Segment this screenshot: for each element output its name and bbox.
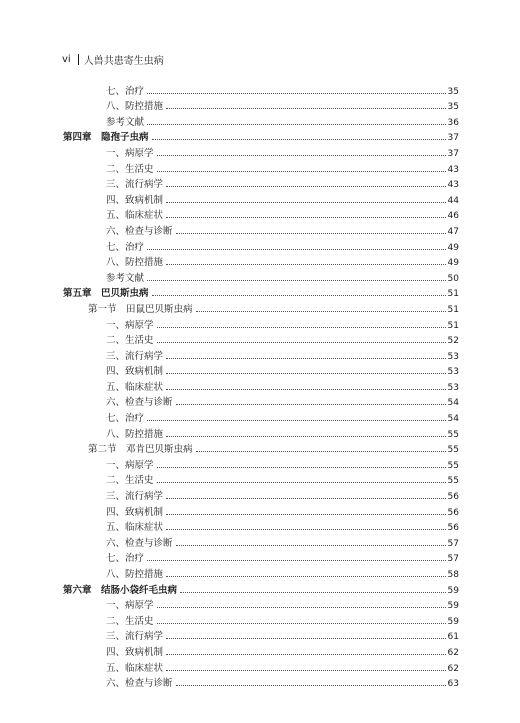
- dot-leader: [147, 249, 446, 250]
- dot-leader: [176, 545, 446, 546]
- toc-item-row: [0, 549, 520, 565]
- toc-page-number: 58: [447, 570, 459, 580]
- running-header: [62, 52, 164, 67]
- toc-page-number: 53: [447, 351, 459, 362]
- toc-page-number: 35: [447, 102, 459, 113]
- toc-item-row: [0, 268, 520, 284]
- toc-entry-title: 二、生活史: [106, 475, 154, 487]
- toc-item-row: [0, 175, 520, 191]
- toc-page-number: 55: [447, 445, 459, 456]
- toc-page-number: 36: [447, 117, 459, 128]
- toc-item-row: [0, 331, 520, 347]
- toc-entry-title: 二、生活史: [106, 615, 154, 627]
- toc-page-number: 44: [447, 195, 459, 206]
- toc-entry-title: 第二节 邓肯巴贝斯虫病: [88, 444, 193, 456]
- toc-page-number: 52: [447, 336, 459, 347]
- toc-item-row: [0, 97, 520, 113]
- toc-chapter-row: [0, 580, 520, 596]
- toc-item-row: [0, 237, 520, 253]
- toc-entry-title: 八、防控措施: [106, 257, 164, 269]
- toc-entry-title: 三、流行病学: [106, 350, 164, 362]
- toc-page-number: 59: [447, 585, 459, 596]
- toc-entry-title: 五、临床症状: [106, 381, 164, 393]
- toc-page-number: 61: [447, 632, 459, 643]
- toc-entry-title: 六、检查与诊断: [106, 225, 173, 237]
- toc-page-number: 51: [447, 289, 459, 300]
- dot-leader: [176, 685, 446, 686]
- toc-item-row: [0, 471, 520, 487]
- toc-entry-title: 第五章 巴贝斯虫病: [63, 288, 149, 300]
- dot-leader: [166, 202, 446, 203]
- dot-leader: [147, 124, 446, 125]
- table-of-contents: [0, 81, 520, 689]
- dot-leader: [166, 358, 446, 359]
- dot-leader: [147, 420, 446, 421]
- toc-item-row: [0, 502, 520, 518]
- toc-page-number: 51: [447, 304, 459, 315]
- toc-page-number: 62: [447, 663, 459, 674]
- dot-leader: [157, 155, 446, 156]
- toc-item-row: [0, 564, 520, 580]
- dot-leader: [166, 654, 446, 655]
- toc-page-number: 59: [447, 616, 459, 627]
- toc-page-number: 50: [447, 273, 459, 284]
- toc-entry-title: 一、病原学: [106, 459, 154, 471]
- dot-leader: [157, 607, 446, 608]
- toc-page-number: 59: [447, 601, 459, 612]
- dot-leader: [157, 171, 446, 172]
- toc-page-number: 54: [447, 414, 459, 425]
- dot-leader: [157, 467, 446, 468]
- toc-item-row: [0, 206, 520, 222]
- toc-item-row: [0, 393, 520, 409]
- toc-entry-title: 二、生活史: [106, 335, 154, 347]
- toc-page-number: 56: [447, 507, 459, 518]
- toc-item-row: [0, 377, 520, 393]
- toc-entry-title: 参考文献: [106, 116, 145, 128]
- dot-leader: [166, 436, 446, 437]
- dot-leader: [157, 482, 446, 483]
- dot-leader: [196, 451, 446, 452]
- toc-entry-title: 六、检查与诊断: [106, 678, 173, 690]
- toc-item-row: [0, 143, 520, 159]
- toc-entry-title: 四、致病机制: [106, 366, 164, 378]
- toc-page-number: 43: [447, 180, 459, 191]
- toc-page-number: 57: [447, 538, 459, 549]
- toc-item-row: [0, 596, 520, 612]
- toc-item-row: [0, 611, 520, 627]
- toc-section-row: [0, 440, 520, 456]
- toc-page-number: 55: [447, 460, 459, 471]
- toc-page-number: 49: [447, 258, 459, 269]
- toc-item-row: [0, 627, 520, 643]
- toc-item-row: [0, 346, 520, 362]
- toc-chapter-row: [0, 128, 520, 144]
- toc-page-number: 37: [447, 148, 459, 159]
- toc-entry-title: 第六章 结肠小袋纤毛虫病: [63, 584, 178, 596]
- toc-entry-title: 三、流行病学: [106, 631, 164, 643]
- toc-entry-title: 二、生活史: [106, 163, 154, 175]
- toc-entry-title: 八、防控措施: [106, 101, 164, 113]
- toc-entry-title: 一、病原学: [106, 319, 154, 331]
- toc-page-number: 51: [447, 320, 459, 331]
- toc-item-row: [0, 362, 520, 378]
- toc-item-row: [0, 658, 520, 674]
- toc-entry-title: 三、流行病学: [106, 179, 164, 191]
- dot-leader: [147, 93, 446, 94]
- toc-item-row: [0, 674, 520, 690]
- toc-item-row: [0, 424, 520, 440]
- toc-entry-title: 七、治疗: [106, 241, 145, 253]
- toc-item-row: [0, 518, 520, 534]
- dot-leader: [157, 342, 446, 343]
- toc-entry-title: 参考文献: [106, 272, 145, 284]
- dot-leader: [166, 498, 446, 499]
- toc-entry-title: 七、治疗: [106, 553, 145, 565]
- toc-item-row: [0, 112, 520, 128]
- toc-page-number: 55: [447, 429, 459, 440]
- toc-entry-title: 四、致病机制: [106, 194, 164, 206]
- toc-item-row: [0, 408, 520, 424]
- header-divider: [78, 54, 79, 65]
- dot-leader: [147, 280, 446, 281]
- dot-leader: [196, 311, 446, 312]
- toc-entry-title: 七、治疗: [106, 413, 145, 425]
- dot-leader: [166, 576, 446, 577]
- toc-entry-title: 六、检查与诊断: [106, 397, 173, 409]
- toc-entry-title: 五、临床症状: [106, 522, 164, 534]
- dot-leader: [152, 139, 446, 140]
- toc-item-row: [0, 221, 520, 237]
- dot-leader: [166, 264, 446, 265]
- dot-leader: [180, 592, 446, 593]
- toc-item-row: [0, 190, 520, 206]
- toc-page-number: 35: [447, 86, 459, 97]
- toc-section-row: [0, 299, 520, 315]
- toc-entry-title: 一、病原学: [106, 600, 154, 612]
- toc-page-number: 53: [447, 367, 459, 378]
- toc-item-row: [0, 486, 520, 502]
- toc-page-number: 56: [447, 492, 459, 503]
- page-number-roman: vi: [62, 54, 71, 65]
- toc-item-row: [0, 642, 520, 658]
- dot-leader: [166, 217, 446, 218]
- toc-page-number: 49: [447, 242, 459, 253]
- toc-entry-title: 三、流行病学: [106, 491, 164, 503]
- toc-entry-title: 一、病原学: [106, 147, 154, 159]
- dot-leader: [147, 560, 446, 561]
- toc-entry-title: 第一节 田鼠巴贝斯虫病: [88, 303, 193, 315]
- toc-page-number: 56: [447, 523, 459, 534]
- dot-leader: [166, 389, 446, 390]
- dot-leader: [166, 670, 446, 671]
- toc-entry-title: 五、临床症状: [106, 210, 164, 222]
- toc-chapter-row: [0, 284, 520, 300]
- dot-leader: [166, 186, 446, 187]
- toc-item-row: [0, 533, 520, 549]
- dot-leader: [157, 327, 446, 328]
- toc-page-number: 62: [447, 647, 459, 658]
- dot-leader: [176, 404, 446, 405]
- toc-page-number: 63: [447, 679, 459, 690]
- toc-page-number: 53: [447, 382, 459, 393]
- toc-page-number: 47: [447, 226, 459, 237]
- toc-item-row: [0, 455, 520, 471]
- toc-page-number: 54: [447, 398, 459, 409]
- dot-leader: [166, 373, 446, 374]
- dot-leader: [176, 233, 446, 234]
- toc-page-number: 46: [447, 211, 459, 222]
- toc-entry-title: 六、检查与诊断: [106, 537, 173, 549]
- book-title: 人兽共患寄生虫病: [83, 56, 164, 67]
- toc-entry-title: 八、防控措施: [106, 569, 164, 580]
- dot-leader: [166, 108, 446, 109]
- toc-entry-title: 四、致病机制: [106, 646, 164, 658]
- toc-item-row: [0, 315, 520, 331]
- toc-page-number: 55: [447, 476, 459, 487]
- toc-entry-title: 四、致病机制: [106, 506, 164, 518]
- dot-leader: [157, 623, 446, 624]
- dot-leader: [152, 295, 446, 296]
- toc-entry-title: 八、防控措施: [106, 428, 164, 440]
- dot-leader: [166, 514, 446, 515]
- dot-leader: [166, 638, 446, 639]
- toc-entry-title: 第四章 隐孢子虫病: [63, 132, 149, 144]
- toc-page-number: 43: [447, 164, 459, 175]
- toc-entry-title: 五、临床症状: [106, 662, 164, 674]
- toc-item-row: [0, 81, 520, 97]
- toc-page-number: 57: [447, 554, 459, 565]
- toc-entry-title: 七、治疗: [106, 85, 145, 97]
- toc-item-row: [0, 159, 520, 175]
- toc-page-number: 37: [447, 133, 459, 144]
- dot-leader: [166, 529, 446, 530]
- toc-item-row: [0, 253, 520, 269]
